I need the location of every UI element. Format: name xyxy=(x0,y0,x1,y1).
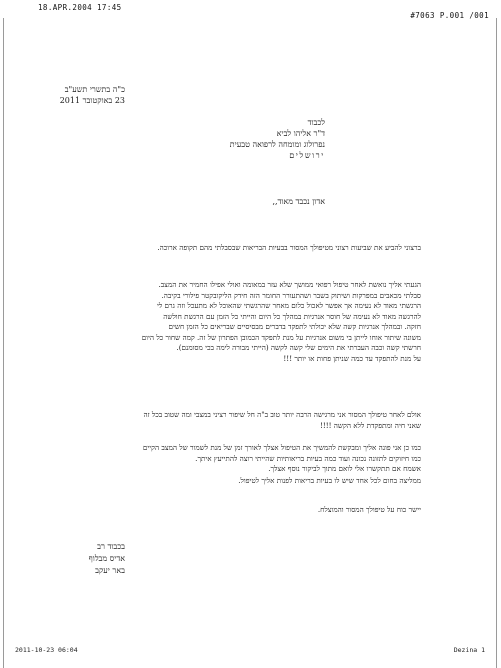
print-timestamp: 2011-10-23 06:04 xyxy=(15,646,78,654)
text-line: אולם לאחר טיפולך המסור אני מרגישה הרבה יותר טוב ב"ה חל שיפור רציני במצבי ומה שטוב בכל זה xyxy=(143,410,421,419)
fax-page-number: #7063 P.001 /001 xyxy=(410,11,489,20)
fax-timestamp: 18.APR.2004 17:45 xyxy=(38,3,122,12)
fax-footer xyxy=(12,644,485,656)
signature-line: בכבוד רב xyxy=(97,542,125,551)
paragraph-2 xyxy=(91,280,421,364)
text-line: להרגשה מאוד לא נעימה של חוסר אנרגיות במהלך כל היום והייתי כל הזמן עם הרגשת חולשה xyxy=(163,311,421,321)
text-line: ברצוני להביע את שביעות רצוני מטיפולך המסור בבעיות הבריאות שבסבלתי מהם תקופה ארוכה. xyxy=(157,243,421,252)
text-line: הגעתי אליך נואשת לאחר טיפול רפואי ממושך שלא עזר במאומה ואולי אפילו החמיר את המצב. xyxy=(158,280,421,289)
closing-line: יישר כוח על טיפולך המסור והמוצלח. xyxy=(317,505,421,514)
text-line: שאני חיה ומתפקדת ללא הקשה !!!! xyxy=(319,420,421,430)
text-line: על מנת להתפקד עד כמה שניתן פחות או יותר !!! xyxy=(283,353,421,363)
paragraph-4 xyxy=(91,443,421,475)
signature-block xyxy=(35,541,125,577)
date-hebrew: כ"ה בתשרי תשע"ב xyxy=(64,85,125,94)
addressee-block xyxy=(125,117,325,161)
paragraph-1 xyxy=(91,243,421,254)
signature-line: באר יעקב xyxy=(95,566,125,575)
text-line: כמו חיזוקים לתזונה נכונה ועוד כמה בעיות בריאותיות שהייתי רוצה להתייעץ איתך. xyxy=(195,453,421,463)
text-line: כמו כן אני פונה אליך ומבקשת להמשיך את הטיפול אצלך לאורך זמן של מנת לשמור של המצב הקיים xyxy=(142,443,421,452)
text-line: סבלתי מכאבים במפרקות ושיתוק בשבר ושהתעורר החומר הזה חידק הליקובקטר פילורי בקיבה. xyxy=(161,290,421,300)
addressee-line: ד"ר אליהו לביא xyxy=(276,129,325,138)
addressee-line: ירושלים xyxy=(289,151,325,160)
letter-date xyxy=(5,84,125,106)
text-line: אשמח אם תתקשרו אלי לואם מתוך לביקור נוסף אצלך. xyxy=(268,464,421,473)
fax-header xyxy=(6,1,489,20)
scan-edge-left xyxy=(3,18,4,668)
text-line: ממליצה בחום לכל אחד שיש לו בעיות בריאות לפנות אליך לטיפול. xyxy=(238,476,421,485)
text-line: משונה שיתור אוחו לייתן בי משום אנרגיות על מנת לתפקד הכמובן הפתרון של זה. קמה שחור כל היום xyxy=(141,332,421,342)
scan-edge-right xyxy=(496,18,497,668)
addressee-line: לכבוד xyxy=(307,118,325,127)
paragraph-5 xyxy=(91,476,421,487)
date-gregorian: 23 באוקטובר 2011 xyxy=(59,96,125,105)
print-page-label: Dezina 1 xyxy=(453,646,485,654)
signature-line: אדיס מבלוף xyxy=(88,554,125,563)
text-line: הרגשתי מאוד לא נעימה אך אפשר לאכול כלום מאחר שהרגשתי שהאוכל לא מתעכל וזה גרם לי xyxy=(157,301,421,310)
text-line: חרשתי קשה וכבה העברתי את הימים שלי קשה לקשה (הייתי מבורה לימה בכי מסומנם). xyxy=(176,343,421,352)
text-line: חזקה. ובמהלך אנרגיות קשה שלא יכולתי לתפקד בדברים מבסיסיים שבריאים כל הזמן חשים xyxy=(168,322,421,331)
addressee-line: נפרולוג ומומחה לרפואה טבעית xyxy=(229,140,325,149)
salutation: אדון נכבד מאוד,, xyxy=(272,197,325,206)
paragraph-3 xyxy=(91,410,421,431)
